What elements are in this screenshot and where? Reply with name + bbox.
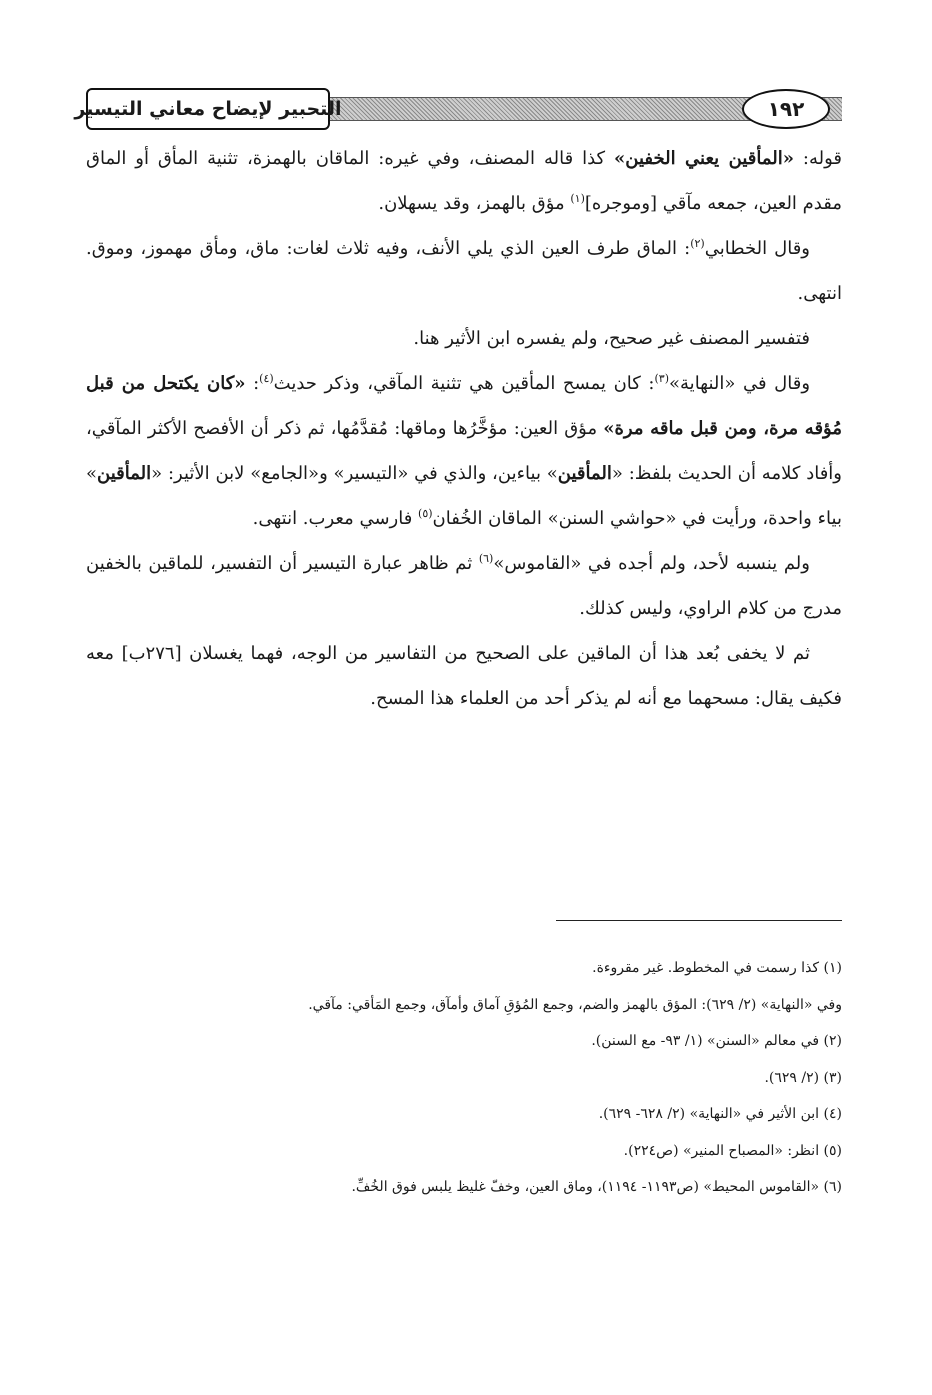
- p5-text-a: ولم ينسبه لأحد، ولم أجده في «القاموس»: [493, 553, 810, 574]
- footnote-2: (٢) في معالم «السنن» (١/ ٩٣- مع السنن).: [591, 1033, 842, 1049]
- header-book-title: التحبير لإيضاح معاني التيسير: [86, 88, 330, 130]
- footnote-ref-2: (٢): [690, 237, 705, 250]
- paragraph-4: [86, 361, 842, 541]
- p1-text-a: قوله:: [793, 148, 842, 169]
- p2-text-a: وقال الخطابي: [704, 238, 811, 259]
- p4-text-g: » بياءين، والذي في «التيسير» و«الجامع» لابن الأثير: «: [151, 463, 558, 484]
- p1-text-d: مؤق بالهمز، وقد يسهلان.: [378, 193, 571, 214]
- footnote-ref-3: (٣): [654, 372, 670, 385]
- paragraph-3: فتفسير المصنف غير صحيح، ولم يفسره ابن الأثير هنا.: [413, 328, 810, 349]
- footnote-3: (٣) (٢/ ٦٢٩).: [764, 1069, 842, 1086]
- p4-hadith-quote: «كان يكتحل من قبل مُؤقه مرة، ومن قبل ماقه مرة»: [86, 373, 842, 439]
- footnote-1: (١) كذا رسمت في المخطوط. غير مقروءة.: [592, 960, 842, 976]
- p4-text-e: مؤق العين: مؤخَّرُها وماقها: مُقدَّمُها، ثم ذكر أن الأفصح الأكثر المآقي، وأفاد كلامه أن الحديث بلفظ: «: [86, 418, 843, 484]
- p2-text-b: : الماق طرف العين الذي يلي الأنف، وفيه ثلاث لغات: ماق، ومأق مهموز، وموق. انتهى.: [86, 238, 842, 304]
- footnote-6: (٦) «القاموس المحيط» (ص١١٩٣- ١١٩٤)، وماق العين، وخفّ غليظ يلبس فوق الخُفِّ.: [351, 1179, 842, 1195]
- p4-text-a: وقال في «النهاية»: [669, 373, 811, 394]
- footnote-ref-4: (٤): [259, 372, 274, 385]
- paragraph-6: ثم لا يخفى بُعد هذا أن الماقين على الصحيح من التفاسير من الوجه، فهما يغسلان [٢٧٦ب] معه فكيف يقال: مسحهما مع أنه لم يذكر أحد من العلماء هذا المسح.: [86, 643, 842, 709]
- footnote-1-continuation: وفي «النهاية» (٢/ ٦٢٩): المؤق بالهمز والضم، وجمع المُؤقِ آماق وأمآق، وجمع المَأقي: مآقي.: [308, 996, 842, 1013]
- p4-term-1: المأقين: [557, 463, 612, 484]
- footnote-ref-6: (٦): [478, 552, 494, 565]
- footnotes-section: [86, 950, 842, 1206]
- p4-term-2: المأقين: [97, 463, 152, 484]
- main-body-text: [86, 136, 842, 721]
- footnote-4: (٤) ابن الأثير في «النهاية» (٢/ ٦٢٨- ٦٢٩).: [598, 1106, 842, 1122]
- p5-text-b: ثم ظاهر عبارة التيسير أن التفسير، للماقين بالخفين مدرج من كلام الراوي، وليس كذلك.: [86, 553, 842, 619]
- running-header: [74, 88, 842, 128]
- footnote-ref-1: (١): [570, 192, 585, 205]
- footnote-ref-5: (٥): [418, 507, 433, 520]
- footnote-5: (٥) انظر: «المصباح المنير» (ص٢٢٤).: [623, 1142, 842, 1159]
- paragraph-1: [86, 136, 842, 226]
- p4-text-i: » بياء واحدة، ورأيت في «حواشي السنن» الماقان الخُفان: [86, 463, 842, 529]
- p1-quoted-term: «المأقين يعني الخفين»: [614, 148, 794, 169]
- paragraph-2: [86, 226, 842, 316]
- page-number-badge: ١٩٢: [742, 89, 830, 129]
- footnote-separator: [556, 920, 842, 921]
- p4-text-j: فارسي معرب. انتهى.: [252, 508, 419, 529]
- p4-text-c: :: [245, 373, 260, 394]
- p1-text-c: كذا قاله المصنف، وفي غيره: الماقان بالهمزة، تثنية المأق أو الماق مقدم العين، جمعه مآقي [وموجره]: [86, 148, 842, 214]
- p4-text-b: : كان يمسح المأقين هي تثنية المآقي، وذكر حديث: [273, 373, 655, 394]
- paragraph-5: [86, 541, 842, 631]
